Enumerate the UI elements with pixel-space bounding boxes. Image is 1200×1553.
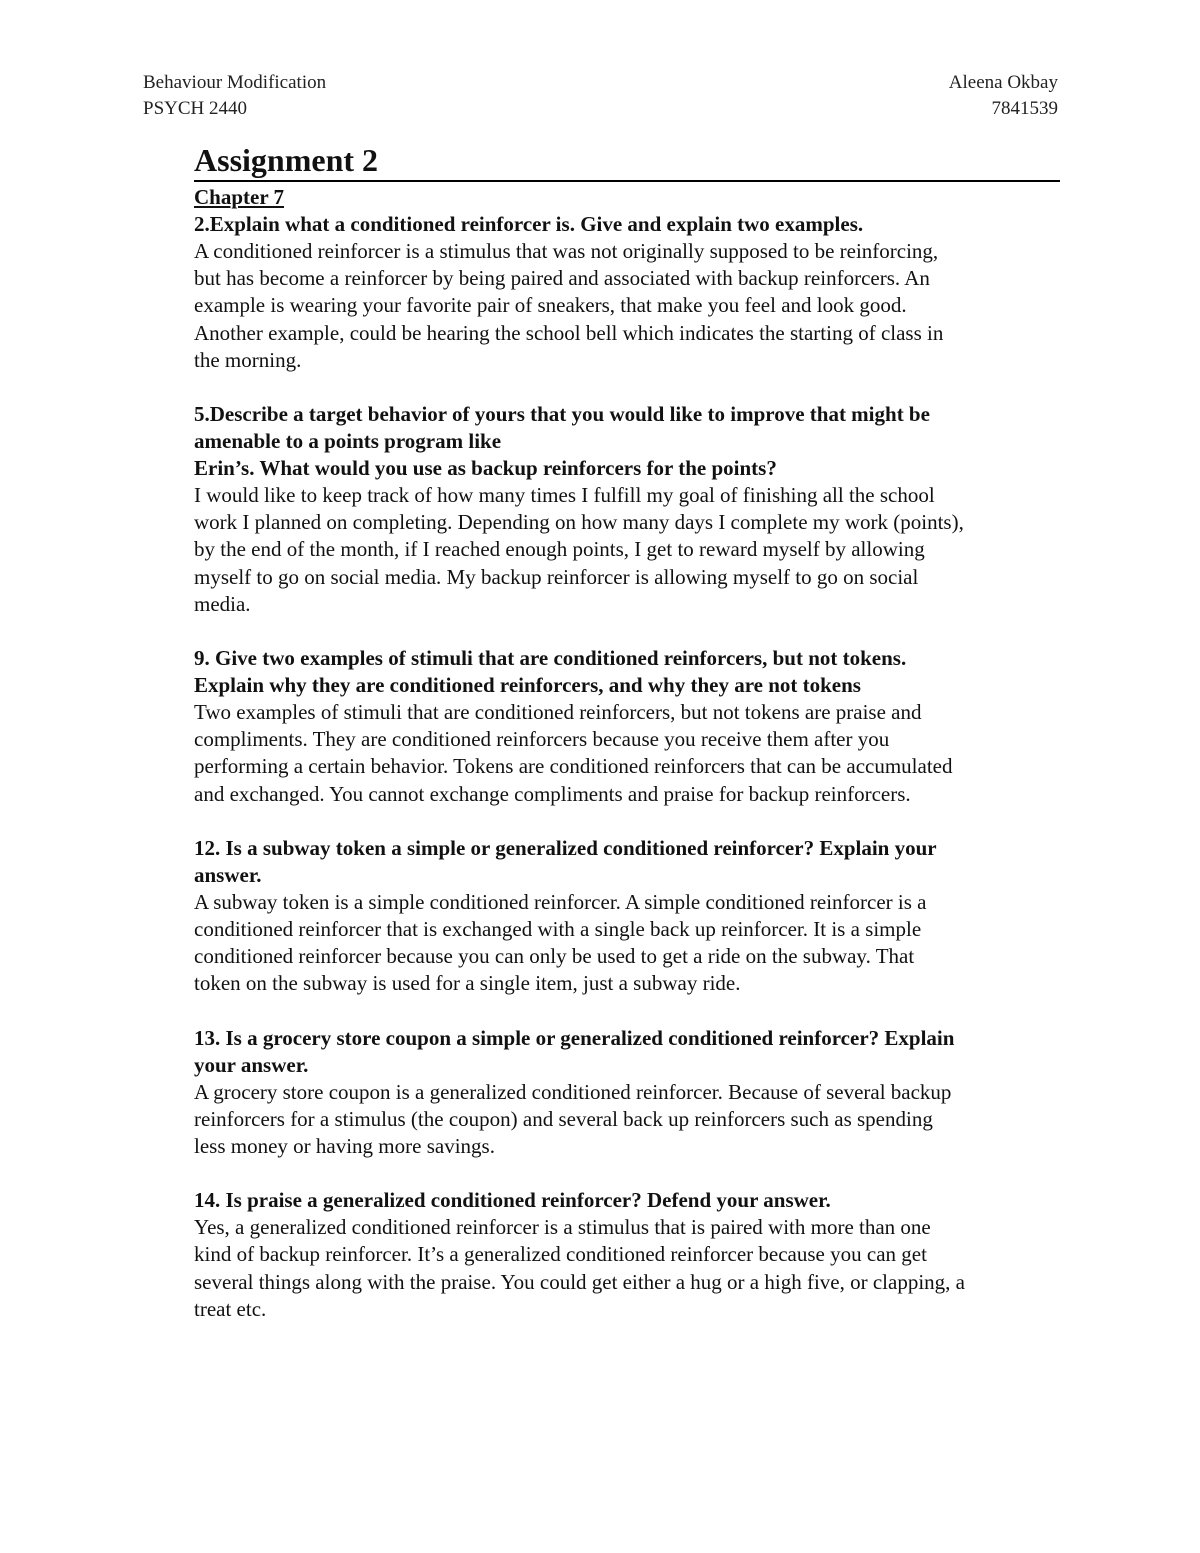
question-block (194, 645, 1060, 808)
student-id: 7841539 (991, 98, 1058, 119)
header-right (949, 70, 1058, 122)
answer-text: the morning. (194, 347, 302, 372)
answer-text: kind of backup reinforcer. It’s a generalized conditioned reinforcer because you can get (194, 1242, 927, 1267)
question-text: answer. (194, 862, 262, 887)
question-text: 2.Explain what a conditioned reinforcer is. Give and explain two examples. (194, 212, 864, 236)
answer-text: work I planned on completing. Depending on how many days I complete my work (points), (194, 510, 964, 535)
question-text: 14. Is praise a generalized conditioned reinforcer? Defend your answer. (194, 1188, 831, 1213)
answer-text: performing a certain behavior. Tokens are conditioned reinforcers that can be accumulated (194, 754, 953, 779)
student-name: Aleena Okbay (948, 72, 1058, 93)
answer-text: conditioned reinforcer that is exchanged with a single back up reinforcer. It is a simple (194, 917, 922, 942)
answer-text: by the end of the month, if I reached enough points, I get to reward myself by allowing (194, 537, 925, 562)
answer-text: Yes, a generalized conditioned reinforcer is a stimulus that is paired with more than one (194, 1215, 931, 1240)
answer-text: Another example, could be hearing the school bell which indicates the starting of class in (194, 320, 944, 345)
question-block (194, 835, 1060, 998)
answer-text: less money or having more savings. (194, 1134, 495, 1159)
page-title: Assignment 2 (194, 140, 1060, 182)
question-block (194, 1025, 1060, 1161)
question-text: Erin’s. What would you use as backup reinforcers for the points? (194, 456, 777, 481)
document-body (194, 140, 1060, 1350)
question-text: Explain why they are conditioned reinforcers, and why they are not tokens (194, 673, 861, 698)
answer-text: treat etc. (194, 1296, 267, 1321)
question-text: 12. Is a subway token a simple or generalized conditioned reinforcer? Explain your (194, 835, 937, 860)
course-code: PSYCH 2440 (143, 98, 247, 119)
answer-text: several things along with the praise. You could get either a hug or a high five, or clapping, a (194, 1269, 965, 1294)
answer-text: conditioned reinforcer because you can only be used to get a ride on the subway. That (194, 944, 915, 969)
question-block (194, 401, 1060, 618)
question-block (194, 1187, 1060, 1323)
question-text: 13. Is a grocery store coupon a simple or generalized conditioned reinforcer? Explain (194, 1025, 955, 1050)
answer-text: and exchanged. You cannot exchange compliments and praise for backup reinforcers. (194, 781, 911, 806)
question-list (194, 211, 1060, 1323)
chapter-heading: Chapter 7 (194, 185, 285, 209)
header-left (143, 70, 326, 122)
course-name: Behaviour Modification (143, 72, 327, 93)
question-block (194, 211, 1060, 374)
answer-text: myself to go on social media. My backup reinforcer is allowing myself to go on social (194, 564, 919, 589)
question-text: amenable to a points program like (194, 429, 502, 454)
answer-text: Two examples of stimuli that are conditioned reinforcers, but not tokens are praise and (194, 700, 922, 725)
answer-text: example is wearing your favorite pair of sneakers, that make you feel and look good. (194, 293, 907, 318)
answer-text: A grocery store coupon is a generalized conditioned reinforcer. Because of several backup (194, 1079, 952, 1104)
answer-text: A conditioned reinforcer is a stimulus that was not originally supposed to be reinforcing, (194, 239, 939, 263)
answer-text: compliments. They are conditioned reinforcers because you receive them after you (194, 727, 890, 752)
answer-text: I would like to keep track of how many times I fulfill my goal of finishing all the school (194, 483, 935, 508)
answer-text: but has become a reinforcer by being paired and associated with backup reinforcers. An (194, 266, 930, 291)
question-text: 9. Give two examples of stimuli that are conditioned reinforcers, but not tokens. (194, 646, 907, 671)
question-text: your answer. (194, 1052, 309, 1077)
question-text: 5.Describe a target behavior of yours that you would like to improve that might be (194, 402, 930, 427)
answer-text: reinforcers for a stimulus (the coupon) and several back up reinforcers such as spending (194, 1106, 933, 1131)
answer-text: A subway token is a simple conditioned reinforcer. A simple conditioned reinforcer is a (194, 889, 927, 914)
answer-text: token on the subway is used for a single item, just a subway ride. (194, 971, 741, 996)
answer-text: media. (194, 591, 251, 616)
